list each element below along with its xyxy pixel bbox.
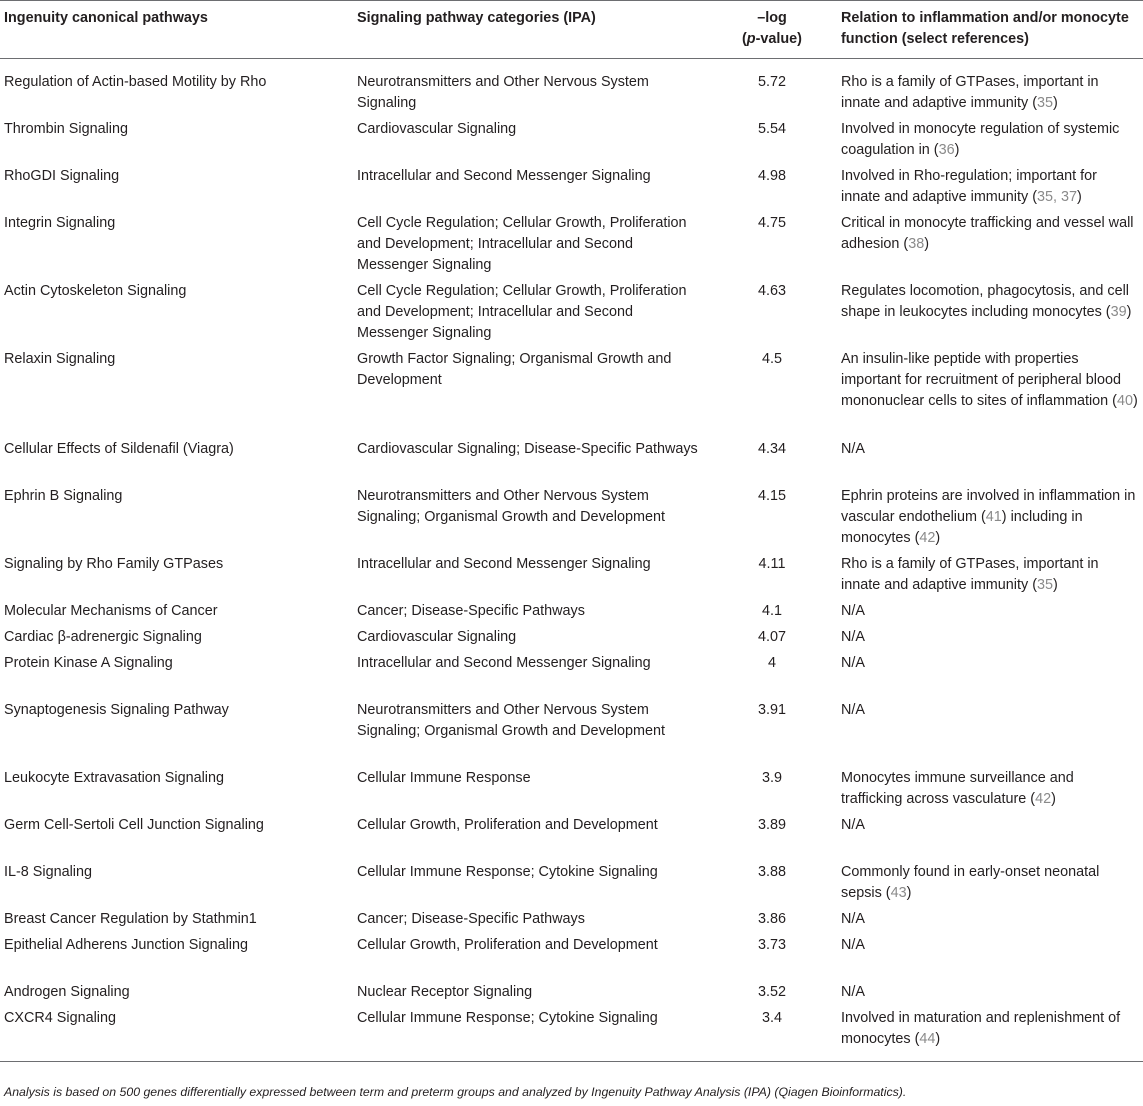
relation-text: ) — [954, 142, 960, 158]
table-row — [0, 486, 1143, 554]
cell-logp: 3.86 — [757, 911, 786, 927]
cell-pathway: Leukocyte Extravasation Signaling — [4, 770, 224, 786]
relation-text: An insulin-like peptide with properties important for recruitment of peripheral blood mononuclear cells to sites of inflammation ( — [841, 351, 1121, 409]
cell-category: Cardiovascular Signaling — [357, 121, 517, 137]
cell-relation — [837, 935, 1143, 982]
cell-relation — [837, 166, 1143, 213]
relation-text: Regulates locomotion, phagocytosis, and cell shape in leukocytes including monocytes ( — [841, 283, 1129, 320]
relation-text: Involved in monocyte regulation of systemic coagulation in ( — [841, 121, 1120, 158]
table-row — [0, 768, 1143, 815]
cell-category: Cellular Growth, Proliferation and Development — [357, 937, 658, 953]
table-row — [0, 439, 1143, 486]
table-row — [0, 653, 1143, 700]
header-logp-p: p — [746, 31, 756, 47]
table-row — [0, 627, 1143, 653]
cell-category: Cancer; Disease-Specific Pathways — [357, 603, 585, 619]
cell-pathway: Protein Kinase A Signaling — [4, 655, 173, 671]
cell-pathway: IL-8 Signaling — [4, 864, 93, 880]
relation-text: ) — [924, 236, 930, 252]
cell-logp: 3.4 — [707, 1008, 837, 1062]
cell-pathway: Epithelial Adherens Junction Signaling — [4, 937, 249, 953]
table-row — [0, 700, 1143, 768]
relation-text: ) — [1053, 95, 1058, 111]
cell-category: Cell Cycle Regulation; Cellular Growth, Proliferation and Development; Intracellular and Second Messenger Signaling — [357, 215, 687, 273]
table-row — [0, 119, 1143, 166]
cell-category: Neurotransmitters and Other Nervous System Signaling; Organismal Growth and Development — [357, 488, 665, 525]
header-logp — [707, 1, 837, 59]
relation-text: ) — [1053, 577, 1058, 593]
relation-text: ) — [935, 1031, 941, 1047]
table-row — [0, 281, 1143, 349]
table-row — [0, 1008, 1143, 1062]
cell-pathway: Molecular Mechanisms of Cancer — [4, 603, 218, 619]
reference-link[interactable]: 41 — [985, 509, 1002, 525]
cell-logp: 4.63 — [757, 283, 786, 299]
table-row — [0, 59, 1143, 120]
table-row — [0, 909, 1143, 935]
cell-pathway: Synaptogenesis Signaling Pathway — [4, 702, 229, 718]
cell-pathway: Ephrin B Signaling — [4, 488, 123, 504]
header-relation: Relation to inflammation and/or monocyte function (select references) — [837, 1, 1143, 59]
table-row — [0, 982, 1143, 1008]
relation-text: Monocytes immune surveillance and trafficking across vasculature ( — [841, 770, 1074, 807]
cell-category: Cellular Immune Response — [357, 770, 531, 786]
relation-text: N/A — [841, 629, 865, 645]
cell-relation — [837, 862, 1143, 909]
reference-link[interactable]: 35 — [1036, 95, 1053, 111]
cell-category: Neurotransmitters and Other Nervous System Signaling; Organismal Growth and Development — [357, 702, 665, 739]
header-logp-rest: -value) — [755, 31, 802, 47]
cell-pathway: Relaxin Signaling — [4, 351, 116, 367]
cell-pathway: Androgen Signaling — [4, 984, 130, 1000]
cell-pathway: RhoGDI Signaling — [4, 168, 120, 184]
relation-text: ) — [1126, 304, 1132, 320]
cell-relation — [837, 1008, 1143, 1062]
table-row — [0, 815, 1143, 862]
reference-link[interactable]: 42 — [919, 530, 936, 546]
reference-link[interactable]: 36 — [938, 142, 955, 158]
relation-text: Rho is a family of GTPases, important in innate and adaptive immunity ( — [841, 74, 1099, 111]
relation-text: N/A — [841, 441, 865, 457]
table-header-row — [0, 1, 1143, 59]
cell-category: Cellular Immune Response; Cytokine Signaling — [357, 864, 658, 880]
cell-relation — [837, 601, 1143, 627]
cell-relation — [837, 909, 1143, 935]
cell-logp: 4.07 — [757, 629, 786, 645]
cell-logp: 3.89 — [757, 817, 786, 833]
relation-text: ) — [935, 530, 941, 546]
cell-category: Intracellular and Second Messenger Signaling — [357, 556, 651, 572]
relation-text: Involved in Rho-regulation; important for innate and adaptive immunity ( — [841, 168, 1097, 205]
reference-link[interactable]: 35, 37 — [1036, 189, 1077, 205]
cell-logp: 5.54 — [757, 121, 786, 137]
cell-category: Cardiovascular Signaling; Disease-Specific Pathways — [357, 441, 698, 457]
cell-category: Cell Cycle Regulation; Cellular Growth, Proliferation and Development; Intracellular and Second Messenger Signaling — [357, 283, 687, 341]
cell-category: Nuclear Receptor Signaling — [357, 984, 533, 1000]
cell-logp: 3.9 — [761, 770, 782, 786]
cell-logp: 4.11 — [758, 556, 786, 572]
cell-category: Cancer; Disease-Specific Pathways — [357, 911, 585, 927]
relation-text: N/A — [841, 817, 865, 833]
table-row — [0, 349, 1143, 439]
relation-text: Commonly found in early-onset neonatal sepsis ( — [841, 864, 1100, 901]
relation-text: N/A — [841, 937, 865, 953]
cell-category: Cellular Immune Response; Cytokine Signaling — [353, 1008, 707, 1062]
reference-link[interactable]: 40 — [1116, 393, 1133, 409]
cell-relation — [837, 627, 1143, 653]
cell-logp: 4 — [767, 655, 776, 671]
cell-category: Cardiovascular Signaling — [357, 629, 517, 645]
cell-relation — [837, 486, 1143, 554]
table-row — [0, 213, 1143, 281]
header-category: Signaling pathway categories (IPA) — [353, 1, 707, 59]
cell-relation — [837, 815, 1143, 862]
relation-text: N/A — [841, 655, 865, 671]
table-row — [0, 166, 1143, 213]
cell-logp: 4.5 — [761, 351, 782, 367]
cell-pathway: CXCR4 Signaling — [0, 1008, 353, 1062]
table-body — [0, 59, 1143, 1062]
cell-logp: 3.88 — [757, 864, 786, 880]
cell-relation — [837, 439, 1143, 486]
reference-link[interactable]: 35 — [1036, 577, 1053, 593]
table-row — [0, 601, 1143, 627]
cell-relation — [837, 213, 1143, 281]
cell-pathway: Actin Cytoskeleton Signaling — [4, 283, 187, 299]
reference-link[interactable]: 43 — [890, 885, 907, 901]
cell-category: Neurotransmitters and Other Nervous System Signaling — [357, 74, 649, 111]
cell-relation — [837, 700, 1143, 768]
header-logp-open: ( — [742, 31, 747, 47]
cell-logp: 3.91 — [757, 702, 786, 718]
cell-logp: 4.34 — [757, 441, 786, 457]
cell-pathway: Thrombin Signaling — [4, 121, 128, 137]
cell-logp: 4.15 — [757, 488, 786, 504]
relation-text: ) — [906, 885, 912, 901]
cell-relation — [837, 119, 1143, 166]
reference-link[interactable]: 38 — [908, 236, 925, 252]
cell-pathway: Cellular Effects of Sildenafil (Viagra) — [4, 441, 234, 457]
cell-category: Intracellular and Second Messenger Signaling — [357, 168, 651, 184]
cell-pathway: Signaling by Rho Family GTPases — [4, 556, 224, 572]
cell-pathway: Breast Cancer Regulation by Stathmin1 — [4, 911, 257, 927]
header-pathway: Ingenuity canonical pathways — [0, 1, 353, 59]
relation-text: N/A — [841, 911, 865, 927]
cell-logp: 4.1 — [761, 603, 782, 619]
cell-pathway: Integrin Signaling — [4, 215, 116, 231]
table-footnote: Analysis is based on 500 genes differentially expressed between term and preterm groups and analyzed by Ingenuity Pathway Analysis (IPA) (Qiagen Bioinformatics). — [4, 1085, 907, 1099]
cell-logp: 4.98 — [757, 168, 786, 184]
table-row — [0, 862, 1143, 909]
cell-logp: 3.52 — [757, 984, 786, 1000]
cell-pathway: Germ Cell-Sertoli Cell Junction Signaling — [4, 817, 264, 833]
reference-link[interactable]: 44 — [919, 1031, 936, 1047]
relation-text: Involved in maturation and replenishment of monocytes ( — [841, 1010, 1121, 1047]
table-row — [0, 554, 1143, 601]
relation-text: ) — [1132, 393, 1138, 409]
relation-text: N/A — [841, 702, 865, 718]
cell-relation — [837, 349, 1143, 439]
relation-text: Ephrin proteins are involved in inflammation in vascular endothelium ( — [841, 488, 1136, 525]
relation-text: Critical in monocyte trafficking and vessel wall adhesion ( — [841, 215, 1134, 252]
relation-text: N/A — [841, 603, 865, 619]
reference-link[interactable]: 42 — [1035, 791, 1052, 807]
cell-logp: 5.72 — [757, 74, 786, 90]
cell-category: Cellular Growth, Proliferation and Development — [357, 817, 658, 833]
relation-text: N/A — [841, 984, 865, 1000]
reference-link[interactable]: 39 — [1110, 304, 1127, 320]
cell-category: Growth Factor Signaling; Organismal Growth and Development — [357, 351, 672, 388]
cell-relation — [837, 281, 1143, 349]
relation-text: ) including in monocytes ( — [841, 509, 1083, 546]
table-row — [0, 935, 1143, 982]
relation-text: ) — [1051, 791, 1056, 807]
cell-relation — [837, 59, 1143, 120]
cell-relation — [837, 554, 1143, 601]
header-logp-line1: –log — [757, 10, 787, 26]
cell-category: Intracellular and Second Messenger Signaling — [357, 655, 651, 671]
cell-logp: 4.75 — [757, 215, 786, 231]
cell-pathway: Regulation of Actin-based Motility by Rho — [4, 74, 267, 90]
relation-text: ) — [1077, 189, 1082, 205]
cell-relation — [837, 768, 1143, 815]
cell-relation — [837, 982, 1143, 1008]
cell-relation — [837, 653, 1143, 700]
relation-text: Rho is a family of GTPases, important in innate and adaptive immunity ( — [841, 556, 1099, 593]
cell-pathway: Cardiac β-adrenergic Signaling — [4, 629, 202, 645]
cell-logp: 3.73 — [757, 937, 786, 953]
